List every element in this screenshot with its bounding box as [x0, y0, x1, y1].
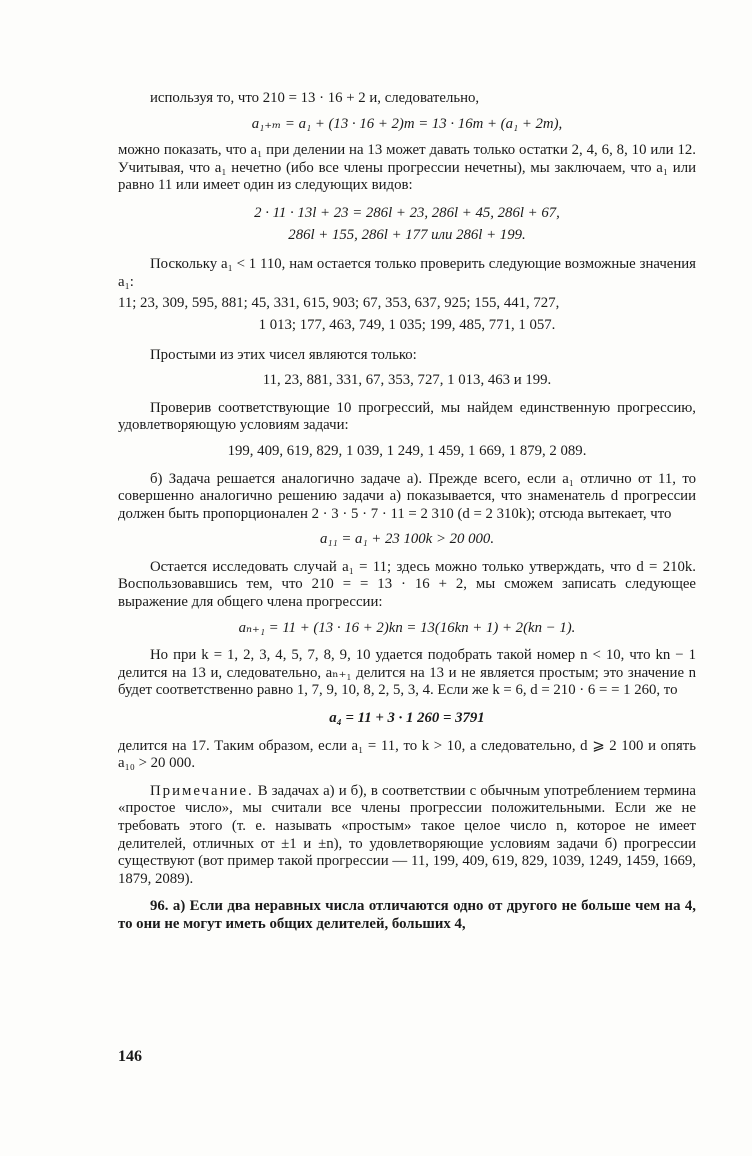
formula-forms-line1: 2 · 11 · 13l + 23 = 286l + 23, 286l + 45, 286l + 67,: [254, 204, 560, 221]
paragraph-primes: Простыми из этих чисел являются только:: [150, 346, 417, 363]
paragraph-intro: используя то, что 210 = 13 · 16 + 2 и, следовательно,: [150, 90, 480, 106]
formula-general-term: aₙ₊₁ = 11 + (13 · 16 + 2)kn = 13(16kn + 1) + 2(kn − 1).: [238, 619, 576, 636]
values-list-line2: 1 013; 177, 463, 749, 1 035; 199, 485, 771, 1 057.: [258, 316, 556, 333]
paragraph-problem-96: [118, 898, 696, 933]
text-column: [118, 90, 696, 934]
paragraph-case-11: Остается исследовать случай a₁ = 11; здесь можно только утверждать, что d = 210k. Воспользовавшись тем, что 210 = = 13 · 16 + 2, мы сможем записать следующее выражение для общего члена прогрессии:: [118, 558, 696, 611]
problem-text: а) Если два неравных числа отличаются одно от другого не больше чем на 4, то они не могут иметь общих делителей, больших 4,: [118, 898, 696, 932]
primes-list: 11, 23, 881, 331, 67, 353, 727, 1 013, 463 и 199.: [262, 372, 552, 389]
paragraph-note: [118, 783, 696, 889]
paragraph-remainders: можно показать, что a₁ при делении на 13 может давать только остатки 2, 4, 6, 8, 10 или 12. Учитывая, что a₁ нечетно (ибо все члены прогрессии нечетны), мы заключаем, что a₁ или равно 11 или имеет один из следующих видов:: [118, 142, 696, 194]
paragraph-part-b: б) Задача решается аналогично задаче а). Прежде всего, если a₁ отлично от 11, то совершенно аналогично решению задачи а) показывается, что знаменатель d прогрессии должен быть пропорционален 2 · 3 · 5 · 7 · 11 = 2 310 (d = 2 310k); отсюда вытекает, что: [118, 470, 696, 522]
paragraph-conclusion: делится на 17. Таким образом, если a₁ = 11, то k > 10, а следовательно, d ⩾ 2 100 и опять a₁₀ > 20 000.: [118, 737, 696, 772]
problem-number: 96.: [150, 898, 169, 915]
paragraph-k-values: Но при k = 1, 2, 3, 4, 5, 7, 8, 9, 10 удается подобрать такой номер n < 10, что kn − 1 делится на 13 и, следовательно, aₙ₊₁ делится на 13 и не является простым; это значение n будет соответственно равно 1, 7, 9, 10, 8, 2, 5, 3, 4. Если же k = 6, d = 210 · 6 = = 1 260, то: [118, 647, 696, 699]
formula-a4: a₄ = 11 + 3 · 1 260 = 3791: [329, 710, 485, 727]
formula-progression: a₁₊ₘ = a₁ + (13 · 16 + 2)m = 13 · 16m + (a₁ + 2m),: [251, 115, 563, 132]
note-text: В задачах а) и б), в соответствии с обычным употреблением термина «простое число», мы считали все члены прогрессии положительными. Если же не требовать этого (т. е. называть «простым» такое целое число n, которое не имеет делителей, отличных от ±1 и ±n), то удовлетворяющие условиям задачи б) прогрессии существуют (вот пример такой прогрессии — 11, 199, 409, 619, 829, 1039, 1249, 1459, 1669, 1879, 2089).: [118, 782, 696, 887]
note-label: Примечание.: [150, 782, 254, 799]
values-list-line1: 11; 23, 309, 595, 881; 45, 331, 615, 903; 67, 353, 637, 925; 155, 441, 727,: [118, 295, 560, 312]
paragraph-check: Проверив соответствующие 10 прогрессий, мы найдем единственную прогрессию, удовлетворяющую условиям задачи:: [118, 399, 696, 434]
formula-forms-line2: 286l + 155, 286l + 177 или 286l + 199.: [288, 226, 526, 243]
solution-progression: 199, 409, 619, 829, 1 039, 1 249, 1 459, 1 669, 1 879, 2 089.: [227, 442, 587, 459]
paragraph-bound: Поскольку a₁ < 1 110, нам остается только проверить следующие возможные значения a₁:: [118, 256, 696, 290]
page-number: 146: [118, 1048, 142, 1065]
formula-a11: a₁₁ = a₁ + 23 100k > 20 000.: [319, 531, 495, 548]
